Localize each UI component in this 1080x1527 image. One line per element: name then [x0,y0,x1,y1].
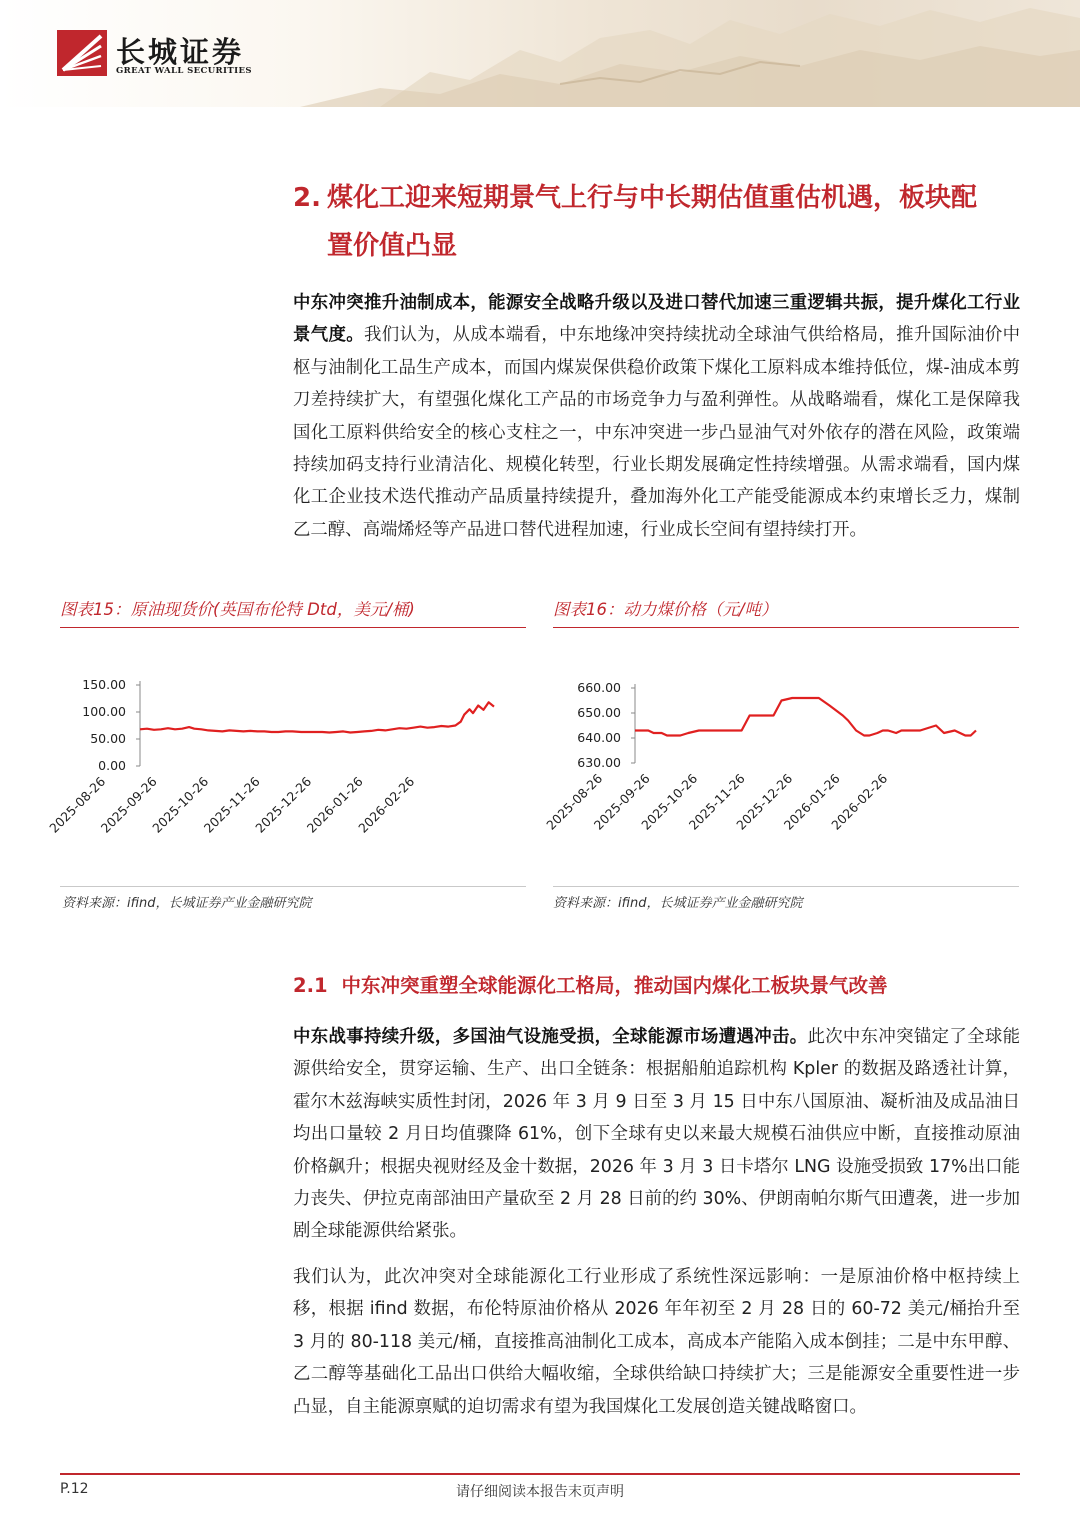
subsection-title [293,970,888,998]
chart16-x-tick-label: 2025-09-26 [590,770,653,833]
chart16-y-tick-label: 630.00 [577,755,621,770]
chart15-x-tick-label: 2026-02-26 [355,773,418,836]
logo-icon [57,30,107,76]
chart15-source: 资料来源：ifind，长城证券产业金融研究院 [62,896,312,911]
page-header [0,0,1080,107]
intro-lead: 中东冲突推升油制成本，能源安全战略升级以及进口替代加速三重逻辑共振，提升煤化工行业景气度。 [293,293,1020,346]
chart15-x-tick-label: 2025-11-26 [200,773,263,836]
chart16-x-tick-label: 2025-12-26 [733,770,796,833]
footer-divider [60,1473,1020,1475]
chart16-x-tick-label: 2025-11-26 [685,770,748,833]
chart16-source: 资料来源：ifind，长城证券产业金融研究院 [553,896,803,911]
section-title [293,174,1033,270]
subsection-title-text: 中东冲突重塑全球能源化工格局，推动国内煤化工板块景气改善 [341,974,888,997]
section-title-line2: 置价值凸显 [327,231,458,261]
intro-paragraph [293,287,1020,546]
chart16-series-line [635,698,976,736]
subsection-number: 2.1 [293,974,328,997]
chart16-y-tick-label: 650.00 [577,705,621,720]
chart15-title: 图表15：原油现货价(英国布伦特 Dtd，美元/桶) [60,596,526,628]
chart16-y-tick-label: 660.00 [577,680,621,695]
chart15-x-tick-label: 2025-09-26 [97,773,160,836]
chart16-x-tick-label: 2025-10-26 [638,770,701,833]
logo-english-name: GREAT WALL SECURITIES [116,66,252,76]
logo-chinese-name: 长城证券 [116,35,245,69]
chart15-x-tick-label: 2025-08-26 [46,773,109,836]
chart16-x-tick-label: 2026-01-26 [780,770,843,833]
chart15-y-tick-label: 50.00 [90,731,126,746]
chart15-x-tick-label: 2025-10-26 [149,773,212,836]
conflict-paragraph [293,1021,1020,1248]
section-number: 2. [293,183,321,213]
chart15-brent-crude-price [46,630,526,886]
page-number: P.12 [60,1481,89,1497]
section-title-line1: 煤化工迎来短期景气上行与中长期估值重估机遇，板块配 [327,183,978,213]
chart15-x-tick-label: 2025-12-26 [252,773,315,836]
conflict-lead: 中东战事持续升级，多国油气设施受损，全球能源市场遭遇冲击。 [293,1027,808,1047]
chart15-divider [60,886,526,887]
chart16-y-tick-label: 640.00 [577,730,621,745]
chart15-series-line [140,702,494,732]
chart15-y-tick-label: 150.00 [82,677,126,692]
chart16-x-tick-label: 2025-08-26 [543,770,606,833]
chart16-title: 图表16：动力煤价格（元/吨） [553,596,1019,628]
chart15-y-tick-label: 0.00 [98,758,126,773]
chart16-divider [553,886,1019,887]
chart16-x-tick-label: 2026-02-26 [828,770,891,833]
chart15-y-tick-label: 100.00 [82,704,126,719]
conflict-body: 此次中东冲突锚定了全球能源供给安全，贯穿运输、生产、出口全链条：根据船舶追踪机构 Kpler 的数据及路透社计算，霍尔木兹海峡实质性封闭，2026 年 3 月 9 日至 3 月 15 日中东八国原油、凝析油及成品油日均出口量较 2 月日均值骤降 61%，创下全球有史以来最大规模石油供应中断，直接推动原油价格飙升；根据央视财经及金十数据，2026 年 3 月 3 日卡塔尔 LNG 设施受损致 17%出口能力丧失、伊拉克南部油田产量砍至 2 月 28 日前的约 30%、伊朗南帕尔斯气田遭袭，进一步加剧全球能源供给紧张。 [293,1027,1020,1242]
chart16-thermal-coal-price [543,630,1019,886]
chart15-x-tick-label: 2026-01-26 [303,773,366,836]
impact-paragraph: 我们认为，此次冲突对全球能源化工行业形成了系统性深远影响：一是原油价格中枢持续上移，根据 ifind 数据，布伦特原油价格从 2026 年年初至 2 月 28 日的 60-72 美元/桶抬升至 3 月的 80-118 美元/桶，直接推高油制化工成本，高成本产能陷入成本倒挂；二是中东甲醇、乙二醇等基础化工品出口供给大幅收缩，全球供给缺口持续扩大；三是能源安全重要性进一步凸显，自主能源禀赋的迫切需求有望为我国煤化工发展创造关键战略窗口。 [293,1267,1020,1417]
footer-disclaimer: 请仔细阅读本报告末页声明 [456,1484,624,1500]
intro-body: 我们认为，从成本端看，中东地缘冲突持续扰动全球油气供给格局，推升国际油价中枢与油制化工品生产成本，而国内煤炭保供稳价政策下煤化工原料成本维持低位，煤-油成本剪刀差持续扩大，有望强化煤化工产品的市场竞争力与盈利弹性。从战略端看，煤化工是保障我国化工原料供给安全的核心支柱之一，中东冲突进一步凸显油气对外依存的潜在风险，政策端持续加码支持行业清洁化、规模化转型，行业长期发展确定性持续增强。从需求端看，国内煤化工企业技术迭代推动产品质量持续提升，叠加海外化工产能受能源成本约束增长乏力，煤制乙二醇、高端烯烃等产品进口替代进程加速，行业成长空间有望持续打开。 [293,325,1020,540]
